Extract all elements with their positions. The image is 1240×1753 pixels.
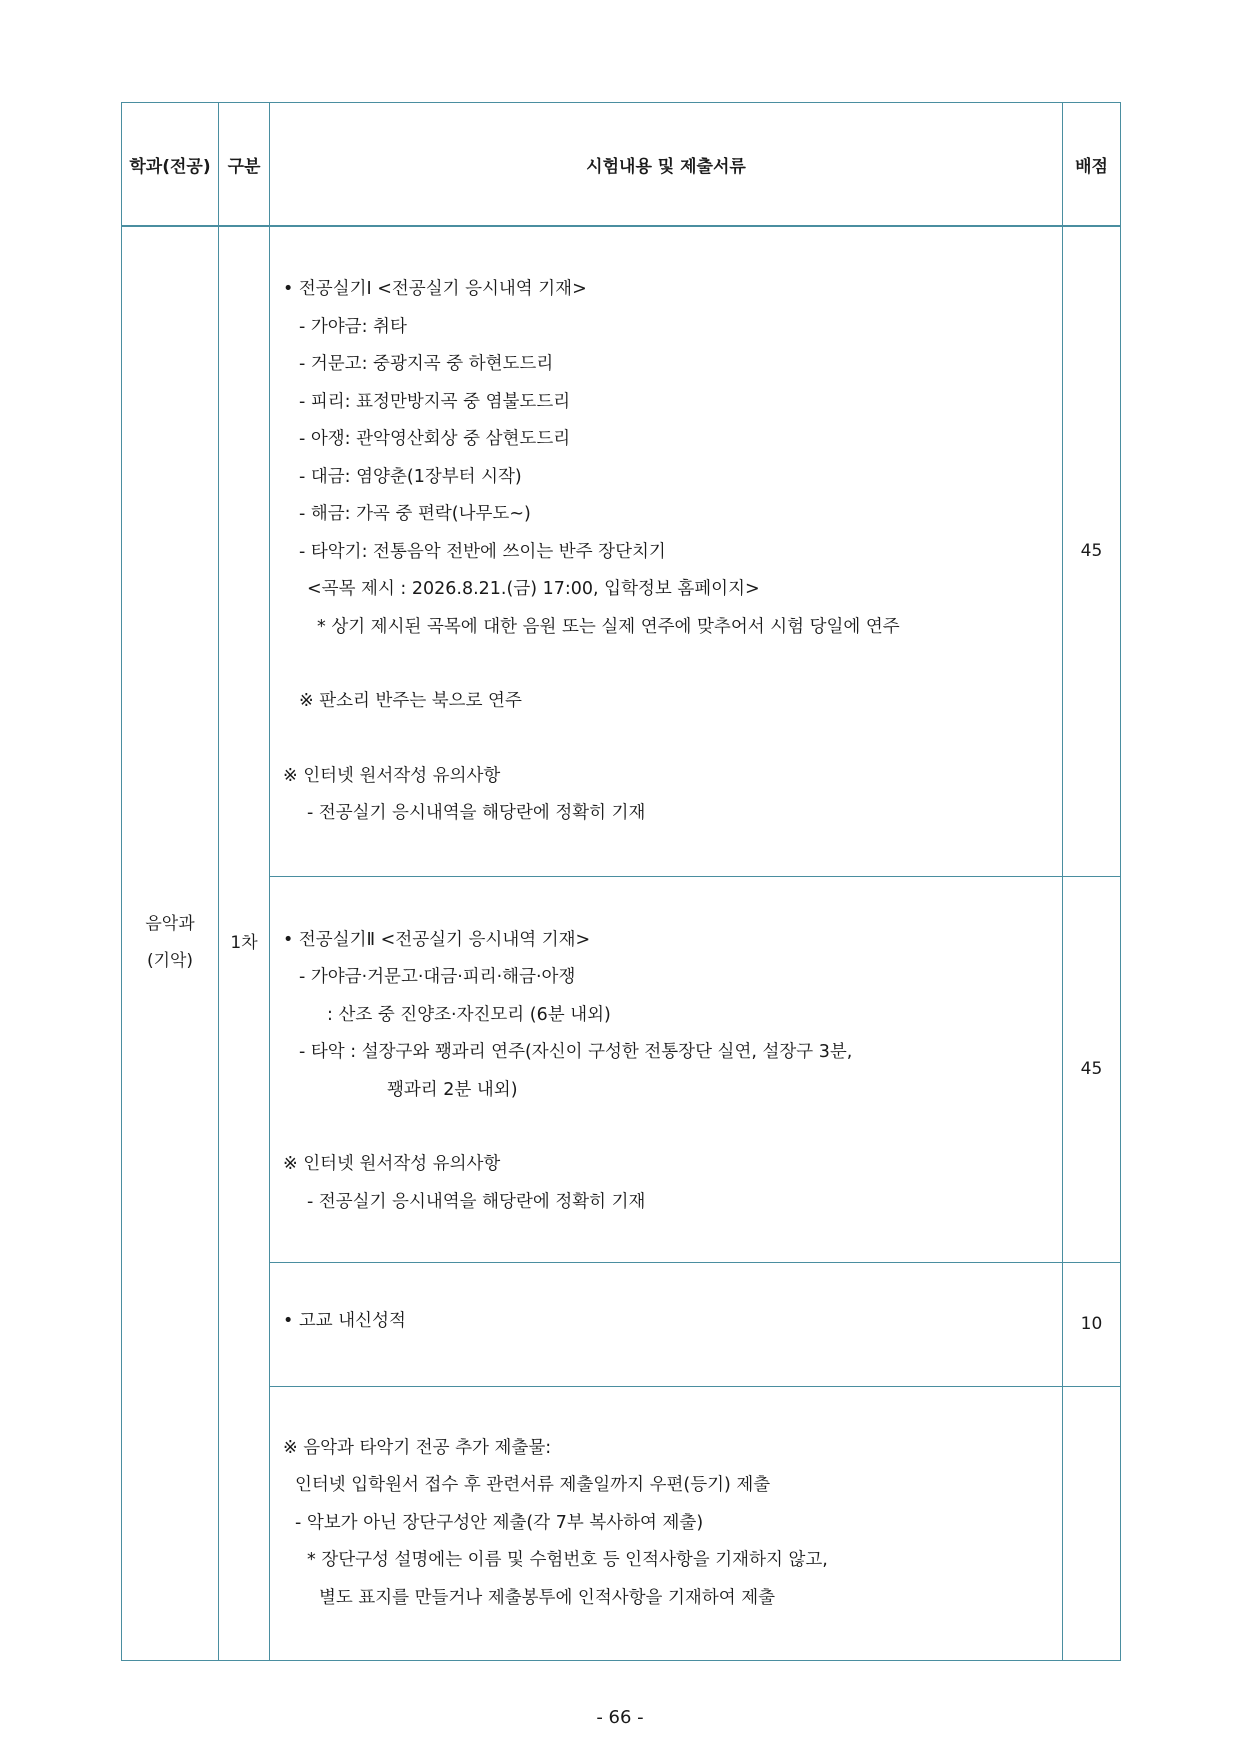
list-item: • 전공실기Ⅱ <전공실기 응시내역 기재> <box>283 929 591 950</box>
list-item: - 악보가 아닌 장단구성안 제출(각 7부 복사하여 제출) <box>295 1512 704 1533</box>
header-type: 구분 <box>219 103 270 227</box>
table-row <box>122 1262 1121 1386</box>
list-item: - 타악 : 설장구와 꽹과리 연주(자신이 구성한 전통장단 실연, 설장구 3분, <box>299 1042 853 1062</box>
list-item: - 거문고: 중광지곡 중 하현도드리 <box>299 354 554 374</box>
score-practical-2: 45 <box>1063 876 1121 1262</box>
list-item: • 전공실기Ⅰ <전공실기 응시내역 기재> <box>283 279 587 299</box>
table-row <box>122 876 1121 1262</box>
list-item: : 산조 중 진양조·자진모리 (6분 내외) <box>327 1004 611 1025</box>
section-practical-1 <box>270 226 1063 876</box>
page-number: - 66 - <box>596 1707 644 1728</box>
list-item: ※ 인터넷 원서작성 유의사항 <box>283 1154 501 1174</box>
dept-name: 음악과 <box>145 914 195 935</box>
header-content: 시험내용 및 제출서류 <box>270 103 1063 227</box>
list-item: * 상기 제시된 곡목에 대한 음원 또는 실제 연주에 맞추어서 시험 당일에 연주 <box>317 616 900 637</box>
dept-major: (기악) <box>146 951 194 972</box>
list-item: - 해금: 가곡 중 편락(나무도~) <box>299 504 531 524</box>
admission-table <box>121 102 1121 1661</box>
section-school-record <box>270 1262 1063 1386</box>
section-practical-2 <box>270 876 1063 1262</box>
score-school-record: 10 <box>1063 1262 1121 1386</box>
score-additional-submission <box>1063 1386 1121 1660</box>
list-item: ※ 인터넷 원서작성 유의사항 <box>283 765 501 786</box>
list-item: - 가야금: 취타 <box>299 316 407 337</box>
list-item: 인터넷 입학원서 접수 후 관련서류 제출일까지 우편(등기) 제출 <box>295 1475 771 1495</box>
dept-cell <box>122 226 219 1660</box>
list-item: - 가야금·거문고·대금·피리·해금·아쟁 <box>299 967 576 987</box>
list-item: - 전공실기 응시내역을 해당란에 정확히 기재 <box>307 1191 646 1212</box>
list-item: - 전공실기 응시내역을 해당란에 정확히 기재 <box>307 803 646 823</box>
list-item: - 아쟁: 관악영산회상 중 삼현도드리 <box>299 429 571 449</box>
list-item: - 피리: 표정만방지곡 중 염불도드리 <box>299 391 571 412</box>
list-item: 별도 표지를 만들거나 제출봉투에 인적사항을 기재하여 제출 <box>319 1587 775 1608</box>
table-header-row <box>122 103 1121 227</box>
list-item: ※ 판소리 반주는 북으로 연주 <box>299 691 522 711</box>
table-row <box>122 226 1121 876</box>
list-item: * 장단구성 설명에는 이름 및 수험번호 등 인적사항을 기재하지 않고, <box>307 1550 828 1570</box>
score-practical-1: 45 <box>1063 226 1121 876</box>
list-item: - 대금: 염양춘(1장부터 시작) <box>299 466 522 487</box>
table-row <box>122 1386 1121 1660</box>
list-item: • 고교 내신성적 <box>283 1310 406 1331</box>
header-score: 배점 <box>1063 103 1121 227</box>
list-item: - 타악기: 전통음악 전반에 쓰이는 반주 장단치기 <box>299 541 666 562</box>
list-item: ※ 음악과 타악기 전공 추가 제출물: <box>283 1437 552 1458</box>
type-cell: 1차 <box>219 226 270 1660</box>
section-additional-submission <box>270 1386 1063 1660</box>
header-dept: 학과(전공) <box>122 103 219 227</box>
list-item: 꽹과리 2분 내외) <box>387 1079 518 1100</box>
list-item: <곡목 제시 : 2026.8.21.(금) 17:00, 입학정보 홈페이지> <box>307 579 760 599</box>
